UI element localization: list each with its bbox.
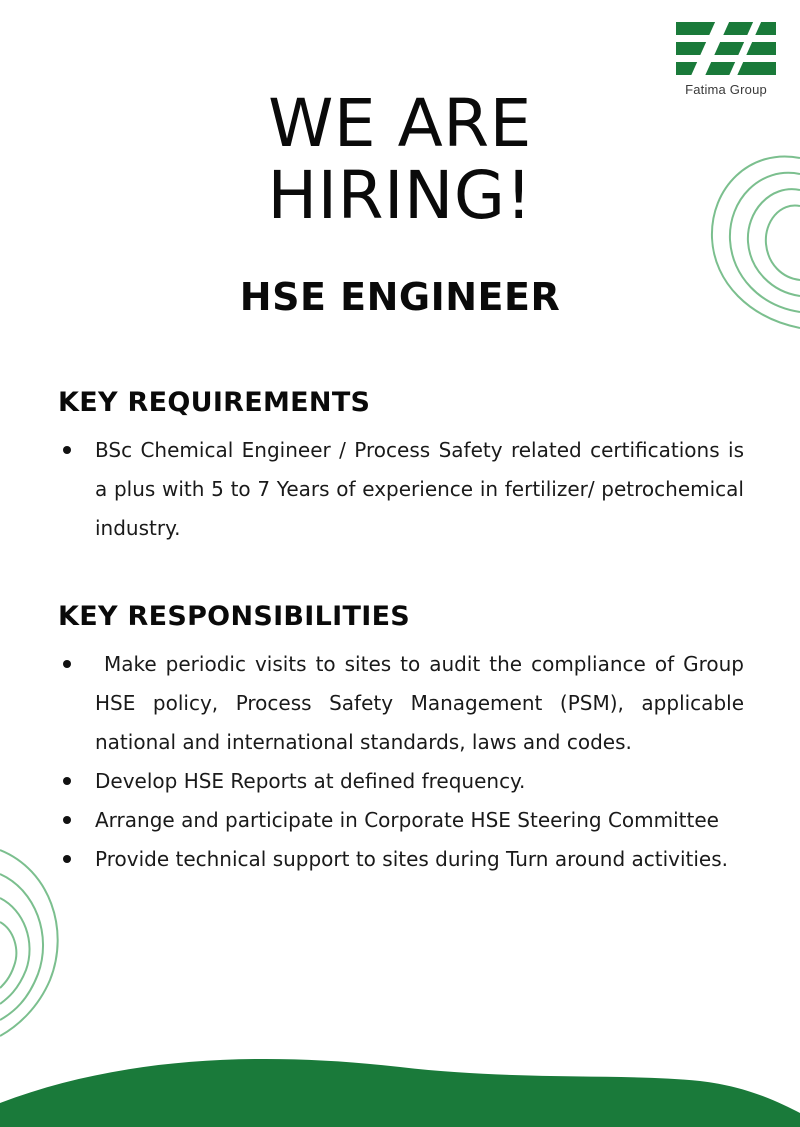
bullet-icon <box>63 777 71 785</box>
requirements-heading: KEY REQUIREMENTS <box>58 387 371 418</box>
responsibilities-heading: KEY RESPONSIBILITIES <box>58 601 411 632</box>
list-item <box>58 801 744 840</box>
bullet-icon <box>63 816 71 824</box>
list-item-text: Arrange and participate in Corporate HSE Steering Committee <box>95 808 719 832</box>
logo-text: Fatima Group <box>685 82 767 97</box>
list-item <box>58 840 744 879</box>
list-item-text: BSc Chemical Engineer / Process Safety related certifications is a plus with 5 to 7 Years of experience in fertilizer/ petrochemical industry. <box>95 438 744 540</box>
headline <box>0 85 800 234</box>
requirements-list <box>58 431 744 548</box>
list-item <box>58 762 744 801</box>
list-item <box>58 645 751 762</box>
job-title: HSE ENGINEER <box>239 275 561 319</box>
bullet-icon <box>63 855 71 863</box>
list-item-text: Develop HSE Reports at defined frequency. <box>95 769 526 793</box>
bottom-wave-decoration <box>0 1047 800 1127</box>
responsibilities-list <box>58 645 751 879</box>
headline-line-1: WE ARE <box>268 85 532 162</box>
bullet-icon <box>63 660 71 668</box>
list-item-text: Provide technical support to sites during Turn around activities. <box>95 847 729 871</box>
fatima-group-logo-icon <box>676 20 776 78</box>
list-item-text: Make periodic visits to sites to audit the compliance of Group HSE policy, Process Safety Management (PSM), applicable national and international standards, laws and codes. <box>95 652 751 754</box>
list-item <box>58 431 744 548</box>
headline-line-2: HIRING! <box>267 157 533 234</box>
bullet-icon <box>63 446 71 454</box>
